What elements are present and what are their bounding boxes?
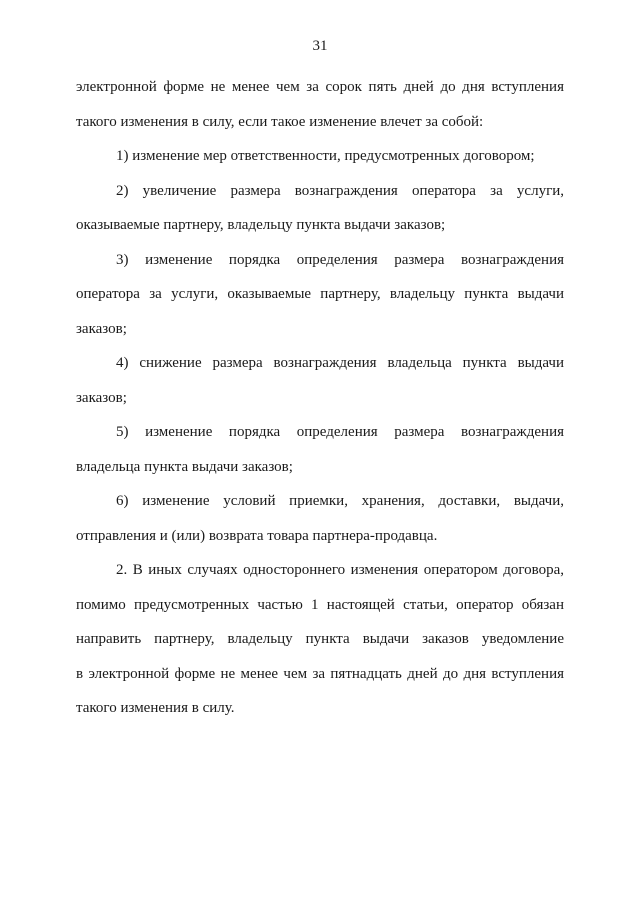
list-item-4: 4) снижение размера вознаграждения владельца пункта выдачи [116, 355, 564, 371]
document-body [76, 70, 564, 726]
list-item-5: 5) изменение порядка определения размера вознаграждения [116, 424, 564, 440]
list-item-2: 2) увеличение размера вознаграждения оператора за услуги, [116, 182, 564, 199]
list-item-3: 3) изменение порядка определения размера вознаграждения [116, 251, 564, 268]
text-line: оказываемые партнеру, владельцу пункта выдачи заказов; [76, 217, 446, 233]
text-line: владельца пункта выдачи заказов; [76, 458, 293, 475]
list-item-6: 6) изменение условий приемки, хранения, доставки, выдачи, [116, 493, 564, 509]
text-line: отправления и (или) возврата товара партнера-продавца. [76, 527, 438, 544]
text-line: такого изменения в силу. [76, 700, 235, 716]
text-line: такого изменения в силу, если такое изменение влечет за собой: [76, 113, 484, 130]
paragraph-2-start: 2. В иных случаях одностороннего изменения оператором договора, [116, 562, 564, 578]
text-line: оператора за услуги, оказываемые партнеру, владельцу пункта выдачи [76, 286, 564, 302]
text-line: заказов; [76, 389, 127, 406]
page-number: 31 [312, 38, 328, 54]
text-line: в электронной форме не менее чем за пятнадцать дней до дня вступления [76, 665, 564, 682]
list-item-1: 1) изменение мер ответственности, предусмотренных договором; [116, 148, 535, 164]
text-line: направить партнеру, владельцу пункта выдачи заказов уведомление [76, 631, 564, 647]
text-line: электронной форме не менее чем за сорок пять дней до дня вступления [76, 79, 564, 95]
text-line: помимо предусмотренных частью 1 настоящей статьи, оператор обязан [76, 596, 564, 613]
text-line: заказов; [76, 320, 127, 337]
